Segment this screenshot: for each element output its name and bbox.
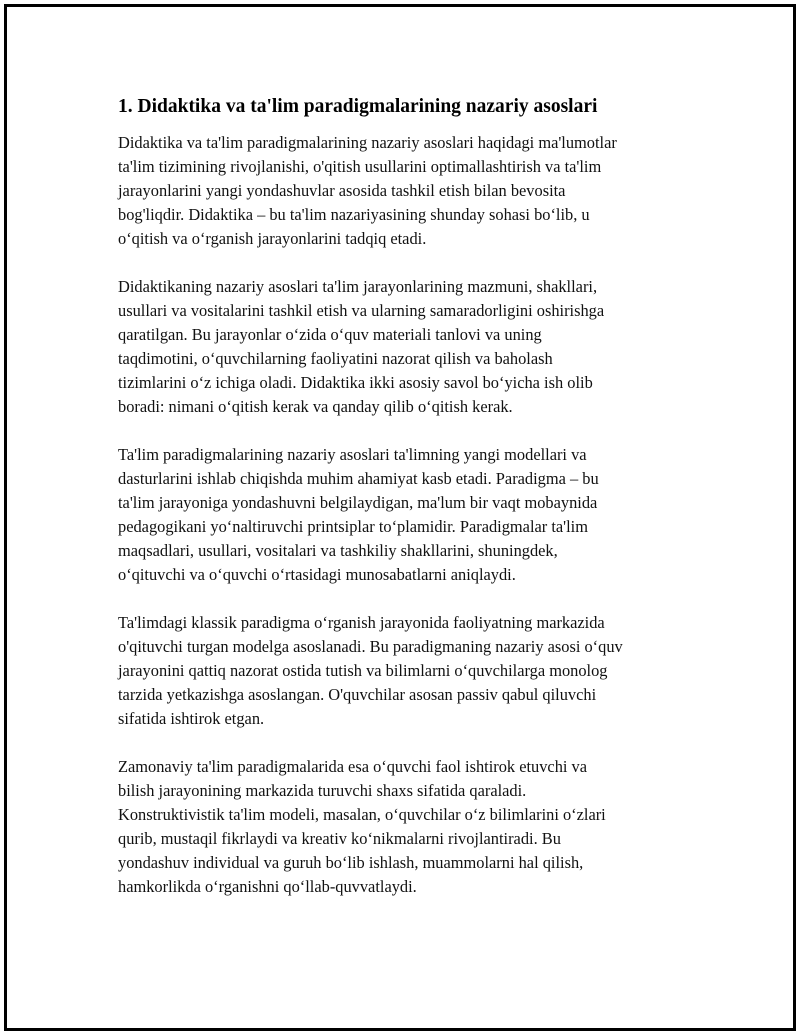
section-heading: 1. Didaktika va ta'lim paradigmalarining nazariy asoslari <box>118 96 598 117</box>
text-line: jarayonini qattiq nazorat ostida tutish va bilimlarni o‘quvchilarga monolog <box>118 661 608 680</box>
document-body <box>118 94 698 923</box>
text-line: o'qituvchi turgan modelga asoslanadi. Bu paradigmaning nazariy asosi o‘quv <box>118 637 623 656</box>
text-line: bog'liqdir. Didaktika – bu ta'lim nazariyasining shunday sohasi bo‘lib, u <box>118 205 590 224</box>
text-line: qurib, mustaqil fikrlaydi va kreativ ko‘nikmalarni rivojlantiradi. Bu <box>118 829 561 848</box>
text-line: sifatida ishtirok etgan. <box>118 709 265 728</box>
text-line: Konstruktivistik ta'lim modeli, masalan, o‘quvchilar o‘z bilimlarini o‘zlari <box>118 805 606 824</box>
text-line: taqdimotini, o‘quvchilarning faoliyatini nazorat qilish va baholash <box>118 349 553 368</box>
text-line: usullari va vositalarini tashkil etish va ularning samaradorligini oshirishga <box>118 301 605 320</box>
text-line: Ta'lim paradigmalarining nazariy asoslari ta'limning yangi modellari va <box>118 445 587 464</box>
text-line: hamkorlikda o‘rganishni qo‘llab-quvvatlaydi. <box>118 877 417 896</box>
paragraph-3 <box>118 443 698 587</box>
text-line: maqsadlari, usullari, vositalari va tashkiliy shakllarini, shuningdek, <box>118 541 558 560</box>
text-line: tizimlarini o‘z ichiga oladi. Didaktika ikki asosiy savol bo‘yicha ish olib <box>118 373 593 392</box>
text-line: pedagogikani yo‘naltiruvchi printsiplar to‘plamidir. Paradigmalar ta'lim <box>118 517 588 536</box>
text-line: Didaktikaning nazariy asoslari ta'lim jarayonlarining mazmuni, shakllari, <box>118 277 598 296</box>
text-line: qaratilgan. Bu jarayonlar o‘zida o‘quv materiali tanlovi va uning <box>118 325 542 344</box>
paragraph-2 <box>118 275 698 419</box>
text-line: tarzida yetkazishga asoslangan. O'quvchilar asosan passiv qabul qiluvchi <box>118 685 597 704</box>
text-line: jarayonlarini yangi yondashuvlar asosida tashkil etish bilan bevosita <box>118 181 566 200</box>
paragraph-5 <box>118 755 698 899</box>
paragraph-1 <box>118 131 698 251</box>
text-line: o‘qituvchi va o‘quvchi o‘rtasidagi munosabatlarni aniqlaydi. <box>118 565 516 584</box>
text-line: dasturlarini ishlab chiqishda muhim ahamiyat kasb etadi. Paradigma – bu <box>118 469 599 488</box>
text-line: Zamonaviy ta'lim paradigmalarida esa o‘quvchi faol ishtirok etuvchi va <box>118 757 588 776</box>
text-line: ta'lim tizimining rivojlanishi, o'qitish usullarini optimallashtirish va ta'lim <box>118 157 602 176</box>
paragraph-4 <box>118 611 698 731</box>
text-line: bilish jarayonining markazida turuvchi shaxs sifatida qaraladi. <box>118 781 527 800</box>
text-line: yondashuv individual va guruh bo‘lib ishlash, muammolarni hal qilish, <box>118 853 584 872</box>
text-line: Ta'limdagi klassik paradigma o‘rganish jarayonida faoliyatning markazida <box>118 613 605 632</box>
text-line: boradi: nimani o‘qitish kerak va qanday qilib o‘qitish kerak. <box>118 397 513 416</box>
text-line: o‘qitish va o‘rganish jarayonlarini tadqiq etadi. <box>118 229 427 248</box>
text-line: Didaktika va ta'lim paradigmalarining nazariy asoslari haqidagi ma'lumotlar <box>118 133 617 152</box>
text-line: ta'lim jarayoniga yondashuvni belgilaydigan, ma'lum bir vaqt mobaynida <box>118 493 598 512</box>
